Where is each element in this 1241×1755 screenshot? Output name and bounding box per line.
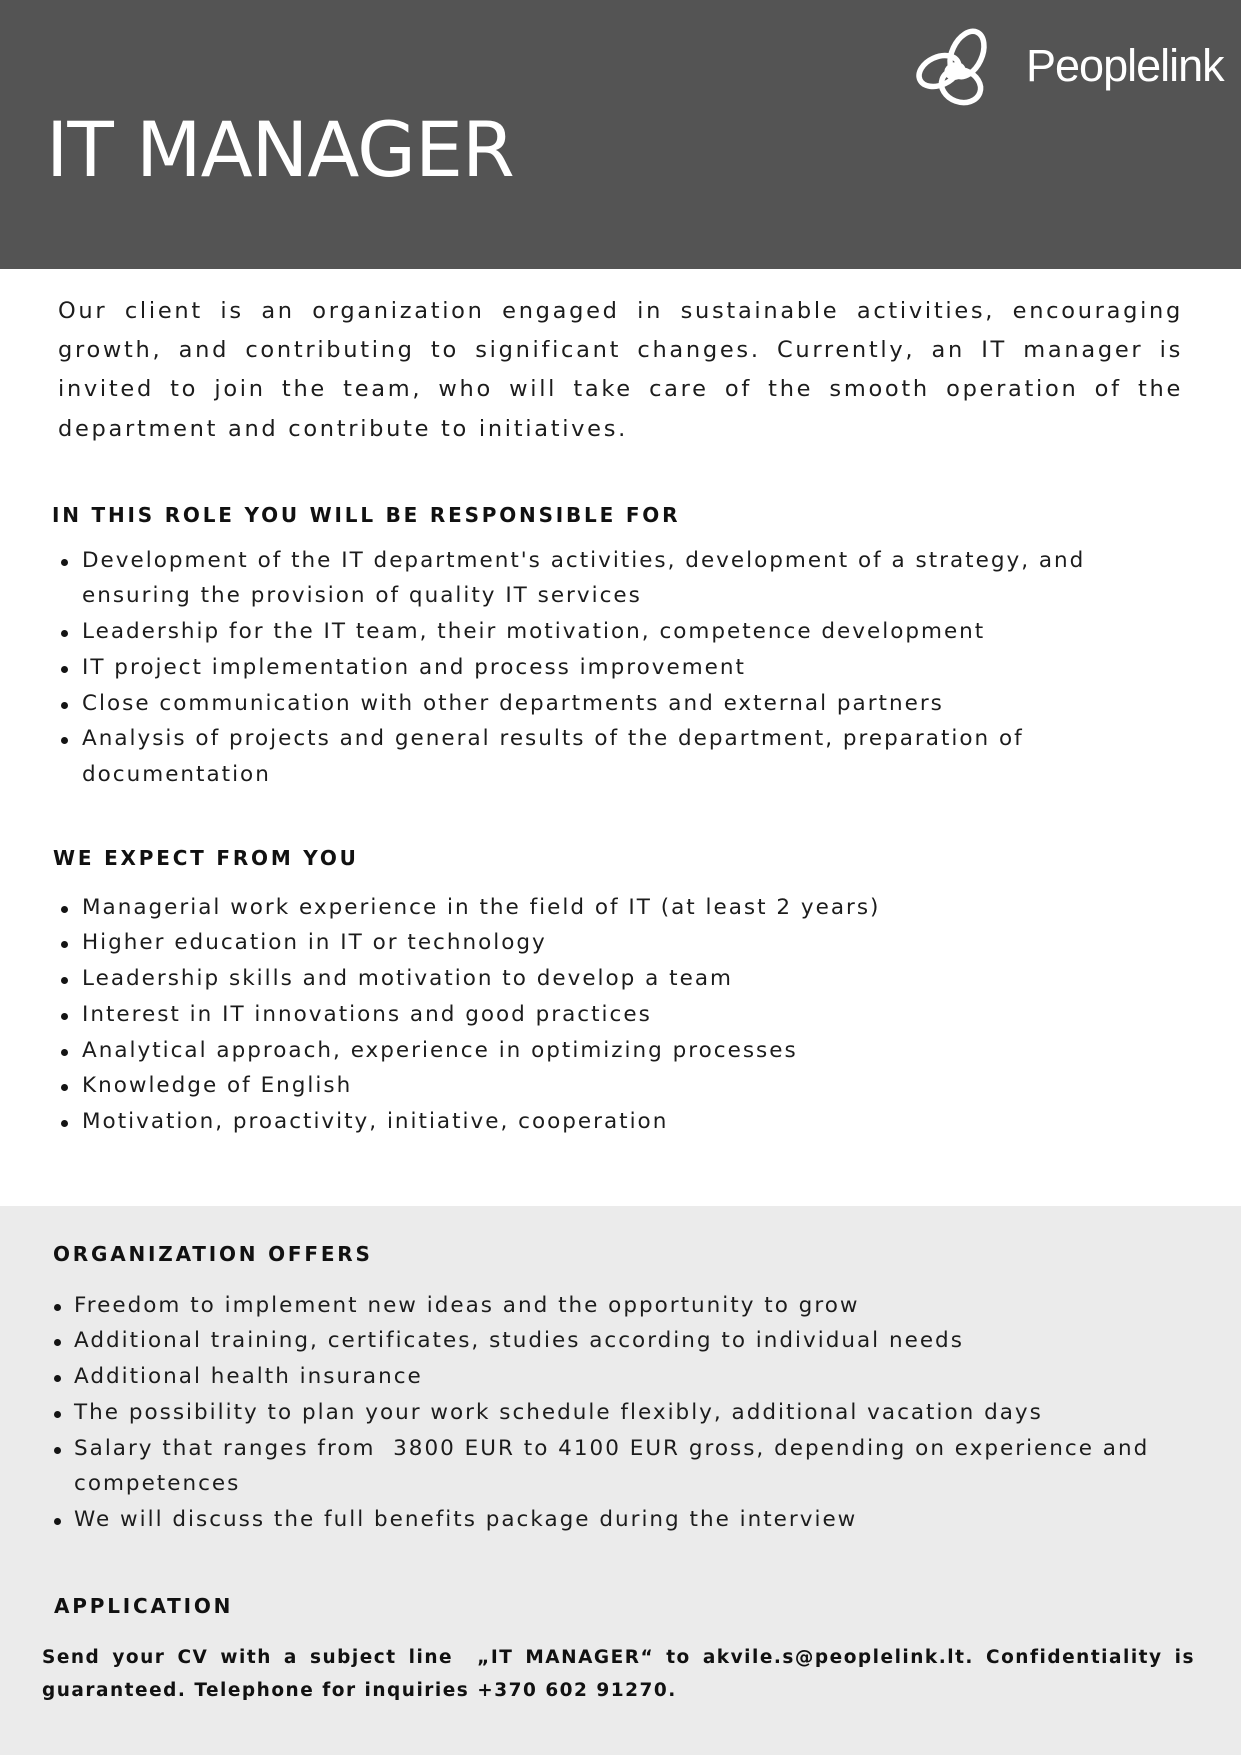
- list-item: Salary that ranges from 3800 EUR to 4100 EUR gross, depending on experience and competences: [74, 1431, 1224, 1503]
- section-heading-responsibilities: IN THIS ROLE YOU WILL BE RESPONSIBLE FOR: [52, 503, 681, 527]
- list-item: Higher education in IT or technology: [82, 925, 1142, 961]
- application-text: Send your CV with a subject line „IT MANAGER“ to akvile.s@peoplelink.lt. Confidentiality is guaranteed. Telephone for inquiries +370 602 91270.: [42, 1646, 1203, 1701]
- expectations-list: [82, 890, 1142, 1141]
- list-item: Knowledge of English: [82, 1068, 1142, 1104]
- list-item: Analytical approach, experience in optimizing processes: [82, 1033, 1142, 1069]
- company-logo-text: Peoplelink: [1026, 40, 1224, 91]
- list-item: We will discuss the full benefits package during the interview: [74, 1502, 1224, 1538]
- list-item: Additional health insurance: [74, 1359, 1224, 1395]
- offers-list: [74, 1288, 1224, 1539]
- offers-section: [0, 1206, 1241, 1755]
- section-heading-expectations: WE EXPECT FROM YOU: [53, 846, 359, 870]
- list-item: Close communication with other departments and external partners: [82, 686, 1142, 722]
- intro-paragraph: Our client is an organization engaged in sustainable activities, encouraging growth, and contributing to significant changes. Currently, an IT manager is invited to join the team, who will take care of the smooth operation of the department and contribute to initiatives.: [58, 298, 1183, 442]
- list-item: Leadership skills and motivation to develop a team: [82, 961, 1142, 997]
- page-title: IT MANAGER: [46, 105, 514, 194]
- section-heading-application: APPLICATION: [54, 1594, 234, 1618]
- list-item: Motivation, proactivity, initiative, cooperation: [82, 1104, 1142, 1140]
- list-item: Interest in IT innovations and good practices: [82, 997, 1142, 1033]
- list-item: The possibility to plan your work schedule flexibly, additional vacation days: [74, 1395, 1224, 1431]
- responsibilities-list: [82, 543, 1142, 794]
- list-item: Managerial work experience in the field of IT (at least 2 years): [82, 890, 1142, 926]
- list-item: Development of the IT department's activities, development of a strategy, and ensuring the provision of quality IT services: [82, 543, 1142, 615]
- company-logo: [913, 24, 1225, 108]
- header-banner: [0, 0, 1241, 269]
- list-item: Additional training, certificates, studies according to individual needs: [74, 1323, 1224, 1359]
- list-item: IT project implementation and process improvement: [82, 650, 1142, 686]
- section-heading-offers: ORGANIZATION OFFERS: [53, 1242, 373, 1266]
- peoplelink-logo-icon: [913, 24, 995, 108]
- list-item: Leadership for the IT team, their motivation, competence development: [82, 614, 1142, 650]
- list-item: Analysis of projects and general results of the department, preparation of documentation: [82, 721, 1142, 793]
- list-item: Freedom to implement new ideas and the opportunity to grow: [74, 1288, 1224, 1324]
